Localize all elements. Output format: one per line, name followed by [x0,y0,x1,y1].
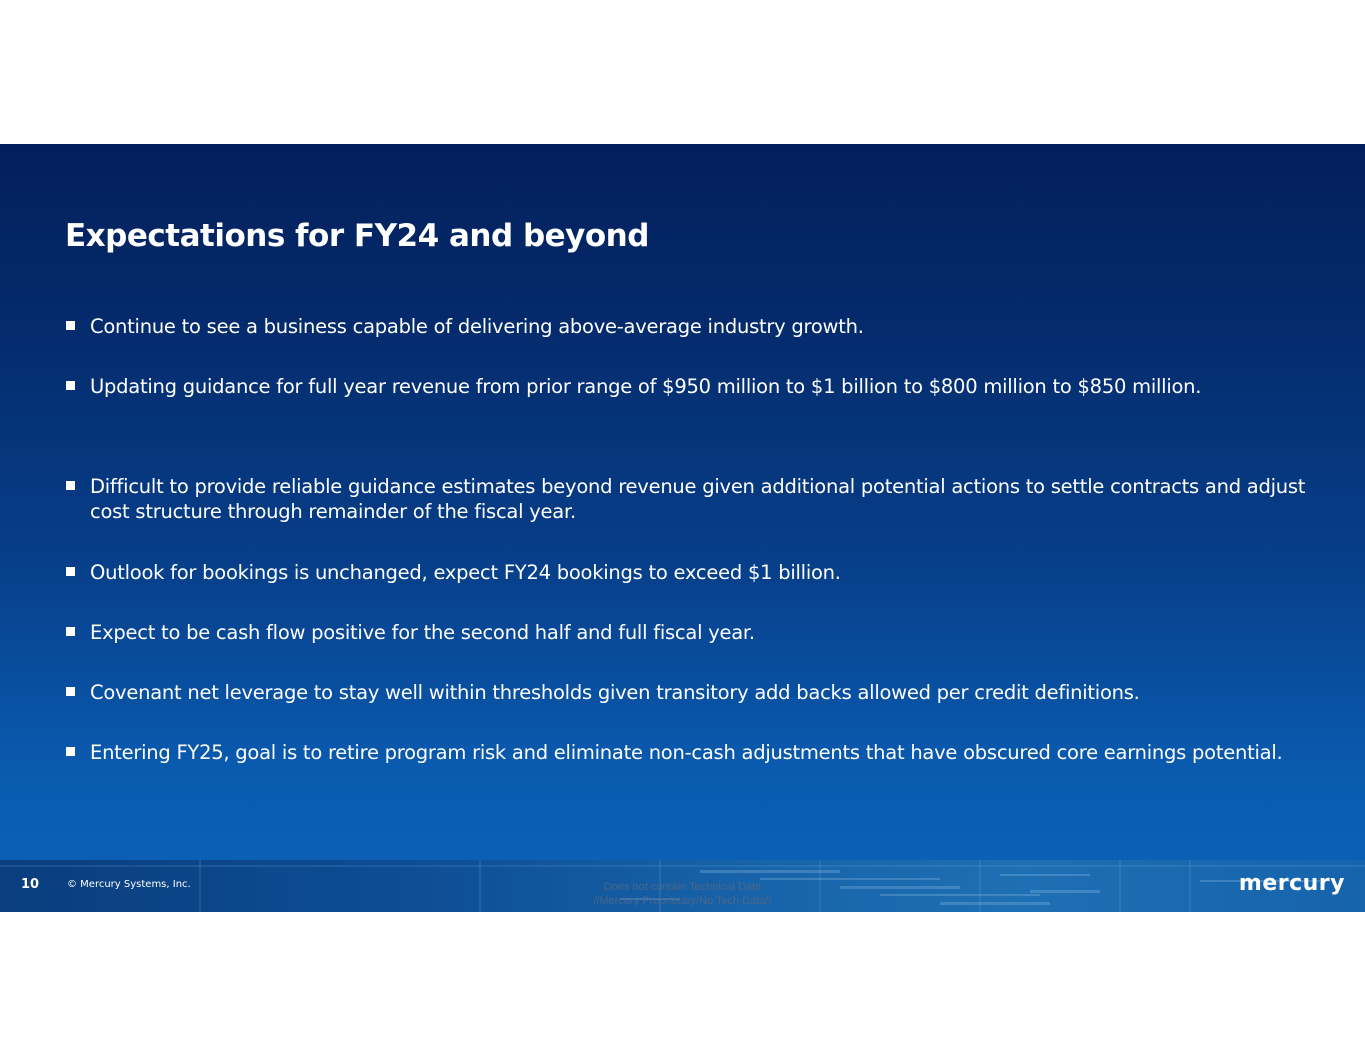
square-bullet-icon [66,567,75,576]
footer-bar [0,860,1365,912]
square-bullet-icon [66,747,75,756]
mercury-logo: mercury [1238,871,1345,896]
bullet-item [66,560,1316,585]
square-bullet-icon [66,381,75,390]
square-bullet-icon [66,627,75,636]
square-bullet-icon [66,481,75,490]
page-number: 10 [21,877,40,892]
bullet-item [66,374,1316,399]
bullet-item [66,680,1316,705]
classification-line: Does not contain Technical Data [603,881,762,893]
classification-line: //Mercury Proprietary/No Tech Data// [593,895,772,907]
square-bullet-icon [66,321,75,330]
classification-marking [560,880,805,908]
bullet-item [66,740,1316,765]
bullet-text: Updating guidance for full year revenue from prior range of $950 million to $1 billion to $800 million to $850 million. [90,375,1202,398]
bullet-text: Expect to be cash flow positive for the second half and full fiscal year. [90,621,755,644]
bullet-text: Difficult to provide reliable guidance estimates beyond revenue given additional potential actions to settle contracts and adjust cost structure through remainder of the fiscal year. [90,475,1306,523]
bullet-item [66,314,1316,339]
bullet-text: Covenant net leverage to stay well within thresholds given transitory add backs allowed per credit definitions. [90,681,1140,704]
copyright-text: © Mercury Systems, Inc. [67,879,191,890]
bullet-text: Outlook for bookings is unchanged, expect FY24 bookings to exceed $1 billion. [90,561,841,584]
bullet-text: Entering FY25, goal is to retire program risk and eliminate non-cash adjustments that have obscured core earnings potential. [90,741,1283,764]
bullet-text: Continue to see a business capable of delivering above-average industry growth. [90,315,864,338]
bullet-item [66,620,1316,645]
bullet-item [66,474,1316,524]
slide [0,144,1365,912]
square-bullet-icon [66,687,75,696]
slide-title: Expectations for FY24 and beyond [65,218,649,254]
